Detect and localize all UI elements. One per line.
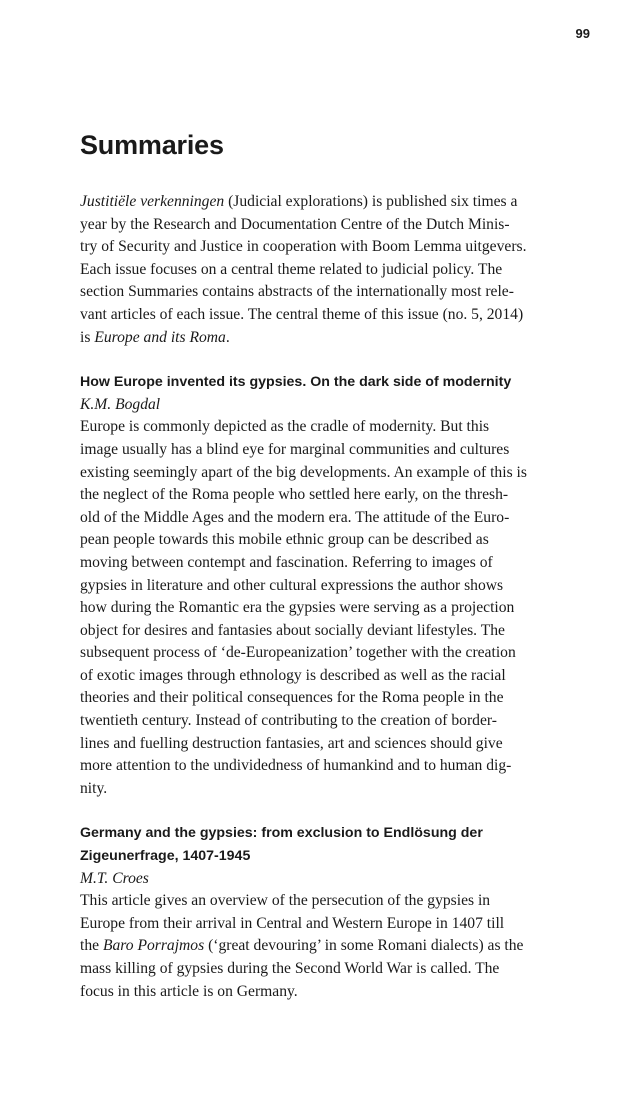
article-summary-1 [80, 371, 570, 800]
journal-title: Justitiële verkenningen [80, 193, 225, 210]
abstract-line: how during the Romantic era the gypsies were serving as a projection [80, 599, 515, 617]
article-author: M.T. Croes [80, 869, 149, 887]
abstract-line: gypsies in literature and other cultural expressions the author shows [80, 576, 504, 594]
page-number: 99 [575, 26, 590, 41]
abstract-line: theories and their political consequences for the Roma people in the [80, 689, 504, 707]
article-abstract [80, 890, 570, 1003]
article-summary-2 [80, 822, 570, 1003]
abstract-line: image usually has a blind eye for marginal communities and cultures [80, 440, 510, 458]
abstract-line: Europe is commonly depicted as the cradle of modernity. But this [80, 418, 490, 436]
abstract-line: nity. [80, 779, 108, 797]
intro-paragraph [80, 191, 570, 349]
abstract-line: moving between contempt and fascination. Referring to images of [80, 553, 493, 571]
article-title: Zigeunerfrage, 1407-1945 [80, 848, 251, 865]
abstract-line: Europe from their arrival in Central and Western Europe in 1407 till [80, 914, 505, 932]
abstract-line: twentieth century. Instead of contributing to the creation of border- [80, 712, 497, 730]
term-italic: Baro Porrajmos [102, 937, 205, 955]
abstract-line: the neglect of the Roma people who settled here early, on the thresh- [80, 486, 509, 504]
intro-line: year by the Research and Documentation Centre of the Dutch Minis- [80, 215, 510, 233]
abstract-line: existing seemingly apart of the big developments. An example of this is [80, 463, 527, 481]
abstract-line: of exotic images through ethnology is described as well as the racial [80, 666, 506, 684]
abstract-line: object for desires and fantasies about socially deviant lifestyles. The [80, 621, 505, 639]
abstract-line: subsequent process of ‘de-Europeanization’ together with the creation [80, 644, 516, 662]
abstract-line: lines and fuelling destruction fantasies, art and sciences should give [80, 734, 503, 752]
abstract-line: focus in this article is on Germany. [80, 982, 298, 1000]
intro-line: try of Security and Justice in cooperation with Boom Lemma uitgevers. [80, 238, 527, 256]
abstract-line: old of the Middle Ages and the modern era. The attitude of the Euro- [80, 508, 510, 526]
intro-line: Justitiële verkenningen (Judicial explorations) is published six times a [80, 193, 518, 210]
abstract-line: pean people towards this mobile ethnic group can be described as [80, 531, 489, 549]
abstract-line: This article gives an overview of the persecution of the gypsies in [80, 892, 491, 910]
article-author: K.M. Bogdal [80, 395, 161, 413]
intro-line: Each issue focuses on a central theme related to judicial policy. The [80, 260, 503, 278]
page-content [80, 130, 570, 1025]
page-title: Summaries [80, 130, 224, 160]
issue-theme: Europe and its Roma [94, 328, 226, 346]
article-title: Germany and the gypsies: from exclusion to Endlösung der [80, 825, 483, 842]
abstract-line: the Baro Porrajmos (‘great devouring’ in some Romani dialects) as the [80, 937, 524, 955]
intro-line: section Summaries contains abstracts of the internationally most rele- [80, 283, 514, 301]
intro-line: is Europe and its Roma. [80, 328, 230, 346]
article-abstract [80, 416, 570, 800]
abstract-line: more attention to the undividedness of humankind and to human dig- [80, 757, 512, 775]
abstract-line: mass killing of gypsies during the Second World War is called. The [80, 960, 500, 977]
intro-line: vant articles of each issue. The central theme of this issue (no. 5, 2014) [80, 305, 524, 323]
article-title: How Europe invented its gypsies. On the dark side of modernity [80, 374, 512, 391]
